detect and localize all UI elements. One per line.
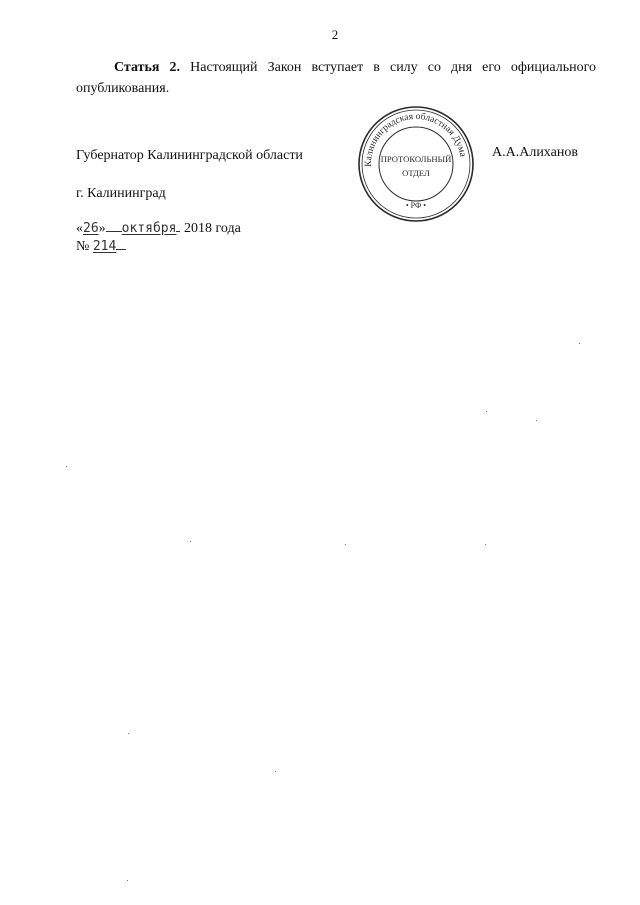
date-line (76, 219, 241, 237)
date-month: октября (121, 221, 177, 236)
stamp-bottom-text: • РФ • (405, 201, 427, 210)
scan-speck (190, 541, 191, 542)
governor-name: А.А.Алиханов (492, 145, 578, 160)
number-line (76, 237, 126, 255)
scan-speck (579, 343, 580, 344)
date-close-quote: » (98, 221, 106, 236)
article-heading: Статья 2. (114, 60, 181, 75)
stamp-inner-ring (379, 127, 453, 201)
city-line: г. Калининград (76, 186, 166, 201)
number-prefix: № (76, 239, 90, 254)
page-number: 2 (331, 27, 339, 42)
scan-speck (486, 411, 487, 412)
stamp-center-line1: ПРОТОКОЛЬНЫЙ (380, 154, 452, 164)
stamp-center-line2: ОТДЕЛ (402, 168, 430, 178)
scan-speck (66, 466, 67, 467)
scan-speck (485, 544, 486, 545)
article-paragraph (76, 57, 596, 99)
scan-speck (275, 771, 276, 772)
date-open-quote: « (76, 221, 83, 236)
scan-speck (128, 733, 129, 734)
official-stamp (356, 104, 476, 224)
scan-speck (127, 880, 128, 881)
date-day: 26 (83, 221, 99, 236)
scan-speck (345, 544, 346, 545)
scan-speck (536, 420, 537, 421)
article-text: Настоящий Закон вступает в силу со дня его официального опубликования. (76, 60, 596, 96)
date-blank (106, 219, 122, 232)
date-blank-end (176, 219, 180, 232)
number-value: 214 (92, 239, 117, 254)
stamp-ring-text: Калининградская областная Дума (363, 111, 468, 167)
date-year: 2018 года (183, 221, 241, 236)
number-blank (116, 237, 126, 250)
governor-title: Губернатор Калининградской области (76, 148, 303, 163)
